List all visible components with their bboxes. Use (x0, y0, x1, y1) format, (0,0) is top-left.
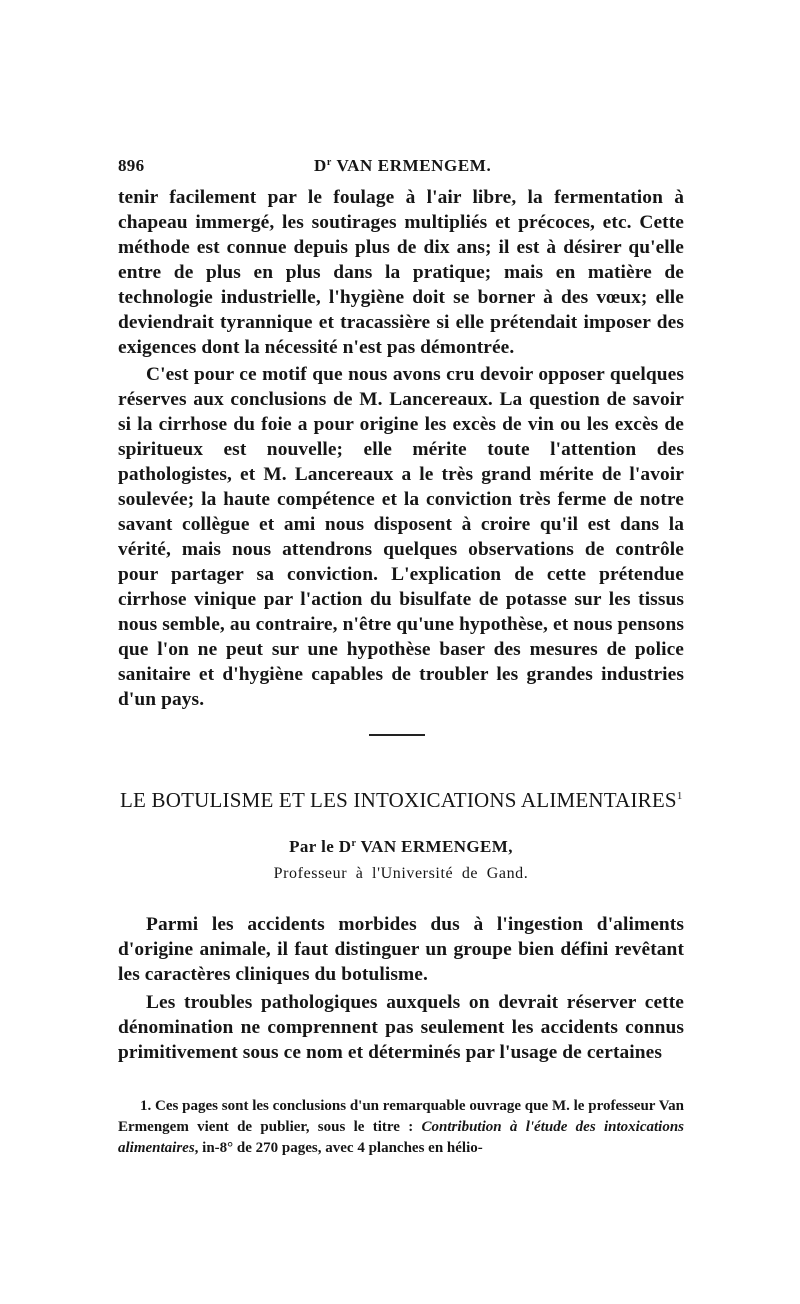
running-head (314, 156, 491, 176)
page-number: 896 (118, 156, 145, 175)
running-head-prefix: D (314, 156, 327, 175)
byline-name: VAN ERMENGEM, (356, 837, 513, 856)
footnote-italic-title: Contribution à l'étude des intoxications alimentaires (118, 1119, 684, 1156)
footnote-text-after: , in-8° de 270 pages, avec 4 planches en hélio- (194, 1140, 483, 1156)
body-paragraph-1: tenir facilement par le foulage à l'air libre, la fermentation à chapeau immergé, les soutirages multipliés et précoces, etc. Cette méthode est connue depuis plus de dix ans; il est à désirer qu'elle entre de plus en plus dans la pratique; mais en matière de technologie industrielle, l'hygiène doit se borner à des vœux; elle deviendrait tyrannique et tracassière si elle prétendait imposer des exigences dont la nécessité n'est pas démontrée. (118, 187, 684, 358)
body-paragraph-2: C'est pour ce motif que nous avons cru devoir opposer quelques réserves aux conclusions de M. Lancereaux. La question de savoir si la cirrhose du foie a pour origine les excès de vin ou les excès de spiritueux est nouvelle; elle mérite toute l'attention des pathologistes, et M. Lancereaux a le très grand mérite de l'avoir soulevée; la haute compétence et la conviction très ferme de notre savant collègue et ami nous disposent à croire qu'il est dans la vérité, mais nous attendrons quelques observations de contrôle pour partager sa conviction. L'explication de cette prétendue cirrhose vinique par l'action du bisulfate de potasse sur les tissus nous semble, au contraire, n'être qu'une hypothèse, et nous pensons que l'on ne peut sur une hypothèse baser des mesures de police sanitaire et d'hygiène capables de troubler les grandes industries d'un pays. (118, 364, 684, 710)
section-divider (369, 734, 425, 736)
page-header (118, 156, 684, 180)
byline-prefix: Par le D (289, 837, 352, 856)
footnote (118, 1096, 684, 1159)
article-byline (118, 837, 684, 857)
byline-superscript: r (351, 838, 357, 849)
article-paragraph-2: Les troubles pathologiques auxquels on devrait réserver cette dénomination ne comprennent pas seulement les accidents connus primitivement sous ce nom et déterminés par l'usage de certaines (118, 992, 684, 1063)
footnote-text-before: 1. Ces pages sont les conclusions d'un remarquable ouvrage que M. le professeur Van Ermengem vient de publier, sous le titre : (118, 1098, 684, 1135)
article-title-text: LE BOTULISME ET LES INTOXICATIONS ALIMENTAIRES (120, 788, 677, 812)
running-head-name: VAN ERMENGEM. (331, 156, 492, 175)
title-footnote-mark: 1 (676, 790, 683, 802)
running-head-superscript: r (326, 157, 332, 168)
article-paragraph-1: Parmi les accidents morbides dus à l'ingestion d'aliments d'origine animale, il faut distinguer un groupe bien défini revêtant les caractères cliniques du botulisme. (118, 914, 684, 985)
article-title (120, 788, 682, 813)
author-affiliation: Professeur à l'Université de Gand. (273, 865, 529, 882)
